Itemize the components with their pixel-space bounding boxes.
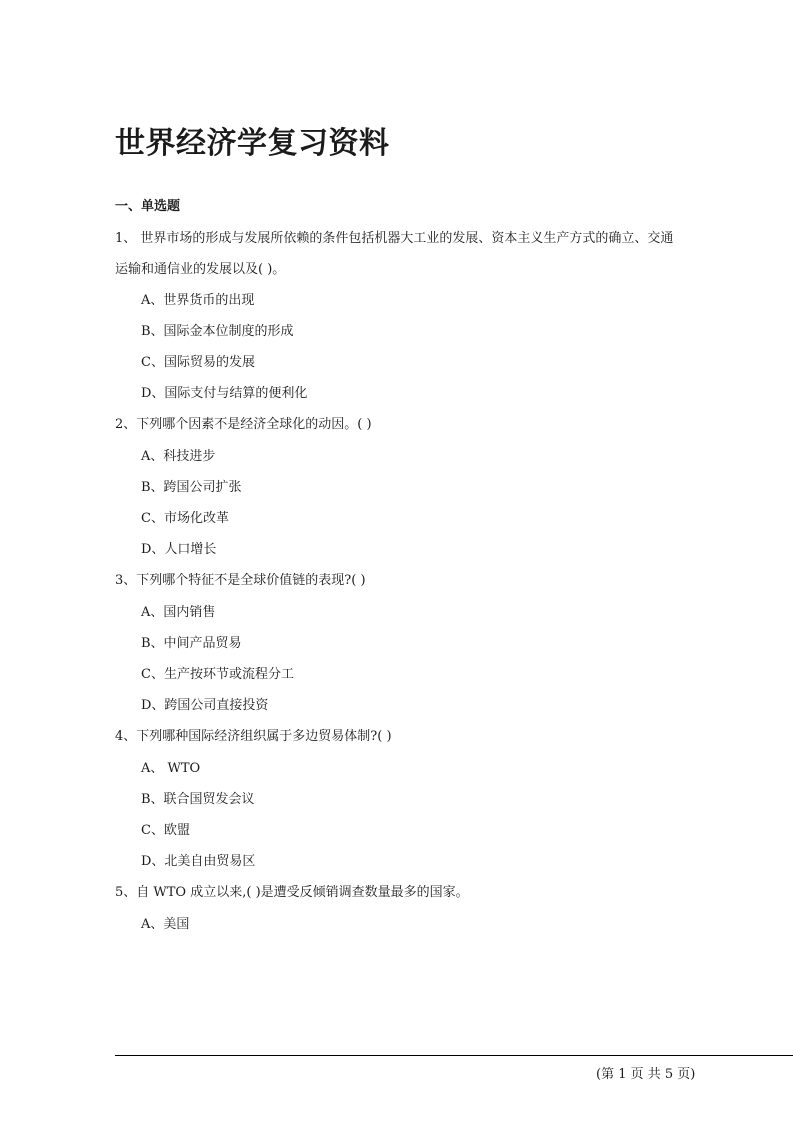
question-5-option-a: A、美国 [141, 917, 190, 932]
question-3-option-c: C、生产按环节或流程分工 [141, 667, 294, 682]
section-heading: 一、单选题 [115, 199, 181, 214]
question-1-option-d: D、国际支付与结算的便利化 [141, 386, 308, 401]
question-2-option-a: A、科技进步 [141, 449, 216, 464]
question-3-text: 3、下列哪个特征不是全球价值链的表现?( ) [115, 573, 366, 588]
question-1-text-cont: 运输和通信业的发展以及( )。 [115, 262, 286, 277]
question-4-option-a: A、 WTO [141, 761, 201, 776]
document-title: 世界经济学复习资料 [115, 126, 390, 161]
question-4-option-c: C、欧盟 [141, 823, 190, 838]
question-3-option-d: D、跨国公司直接投资 [141, 698, 269, 713]
question-1-option-a: A、世界货币的出现 [141, 293, 255, 308]
question-1-option-c: C、国际贸易的发展 [141, 355, 255, 370]
question-2-text: 2、下列哪个因素不是经济全球化的动因。( ) [115, 417, 372, 432]
question-5-text: 5、自 WTO 成立以来,( )是遭受反倾销调查数量最多的国家。 [115, 885, 469, 900]
question-3-option-b: B、中间产品贸易 [141, 636, 242, 651]
question-3-option-a: A、国内销售 [141, 605, 216, 620]
question-2-option-b: B、跨国公司扩张 [141, 480, 242, 495]
question-1-text: 1、 世界市场的形成与发展所依赖的条件包括机器大工业的发展、资本主义生产方式的确立、交通 [115, 231, 674, 246]
question-4-option-b: B、联合国贸发会议 [141, 792, 255, 807]
question-4-text: 4、下列哪种国际经济组织属于多边贸易体制?( ) [115, 729, 392, 744]
footer-divider [115, 1055, 793, 1056]
page-number: (第 1 页 共 5 页) [596, 1067, 696, 1082]
question-2-option-c: C、市场化改革 [141, 511, 229, 526]
question-4-option-d: D、北美自由贸易区 [141, 854, 256, 869]
question-1-option-b: B、国际金本位制度的形成 [141, 324, 294, 339]
question-2-option-d: D、人口增长 [141, 542, 217, 557]
